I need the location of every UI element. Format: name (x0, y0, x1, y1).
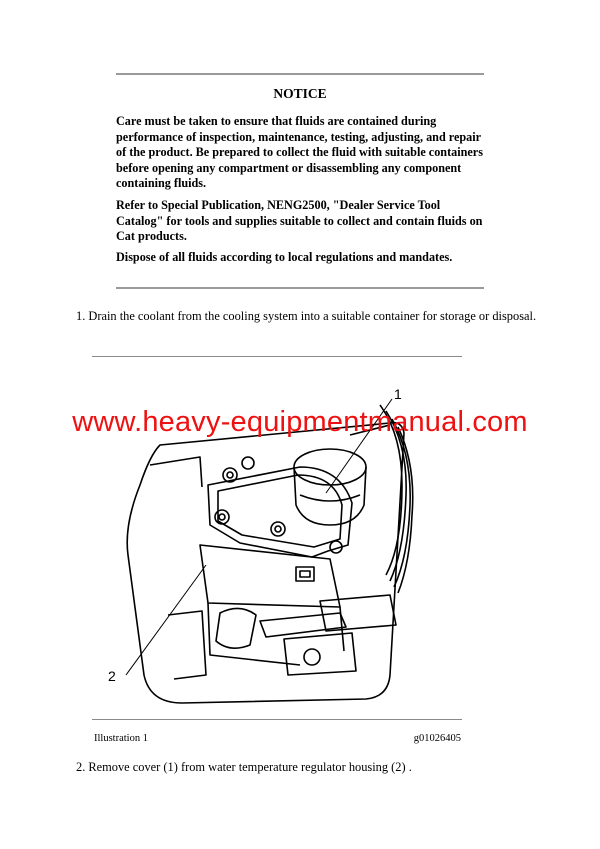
notice-paragraph-2: Refer to Special Publication, NENG2500, "Dealer Service Tool Catalog" for tools and supplies suitable to collect and contain fluids on Cat products. (116, 198, 483, 243)
watermark: www.heavy-equipmentmanual.com (72, 406, 528, 438)
callout-1: 1 (394, 386, 402, 402)
notice-top-rule (116, 73, 484, 75)
figure-caption: Illustration 1 (94, 733, 148, 744)
notice-paragraph-3: Dispose of all fluids according to local regulations and mandates. (116, 250, 453, 264)
step-2: 2. Remove cover (1) from water temperature regulator housing (2) . (76, 760, 412, 774)
figure-bottom-rule (92, 719, 462, 720)
notice-paragraph-1: Care must be taken to ensure that fluids are contained during performance of inspection, maintenance, testing, adjusting, and repair of the product. Be prepared to collect the fluid with suitable containers before opening any compartment or disassembling any component containing fluids. (116, 114, 483, 190)
notice-title: NOTICE (273, 86, 327, 101)
figure-top-rule (92, 356, 462, 357)
figure-id: g01026405 (413, 733, 461, 744)
notice-bottom-rule (116, 287, 484, 289)
callout-2: 2 (108, 668, 116, 684)
step-1: 1. Drain the coolant from the cooling system into a suitable container for storage or disposal. (76, 309, 537, 323)
